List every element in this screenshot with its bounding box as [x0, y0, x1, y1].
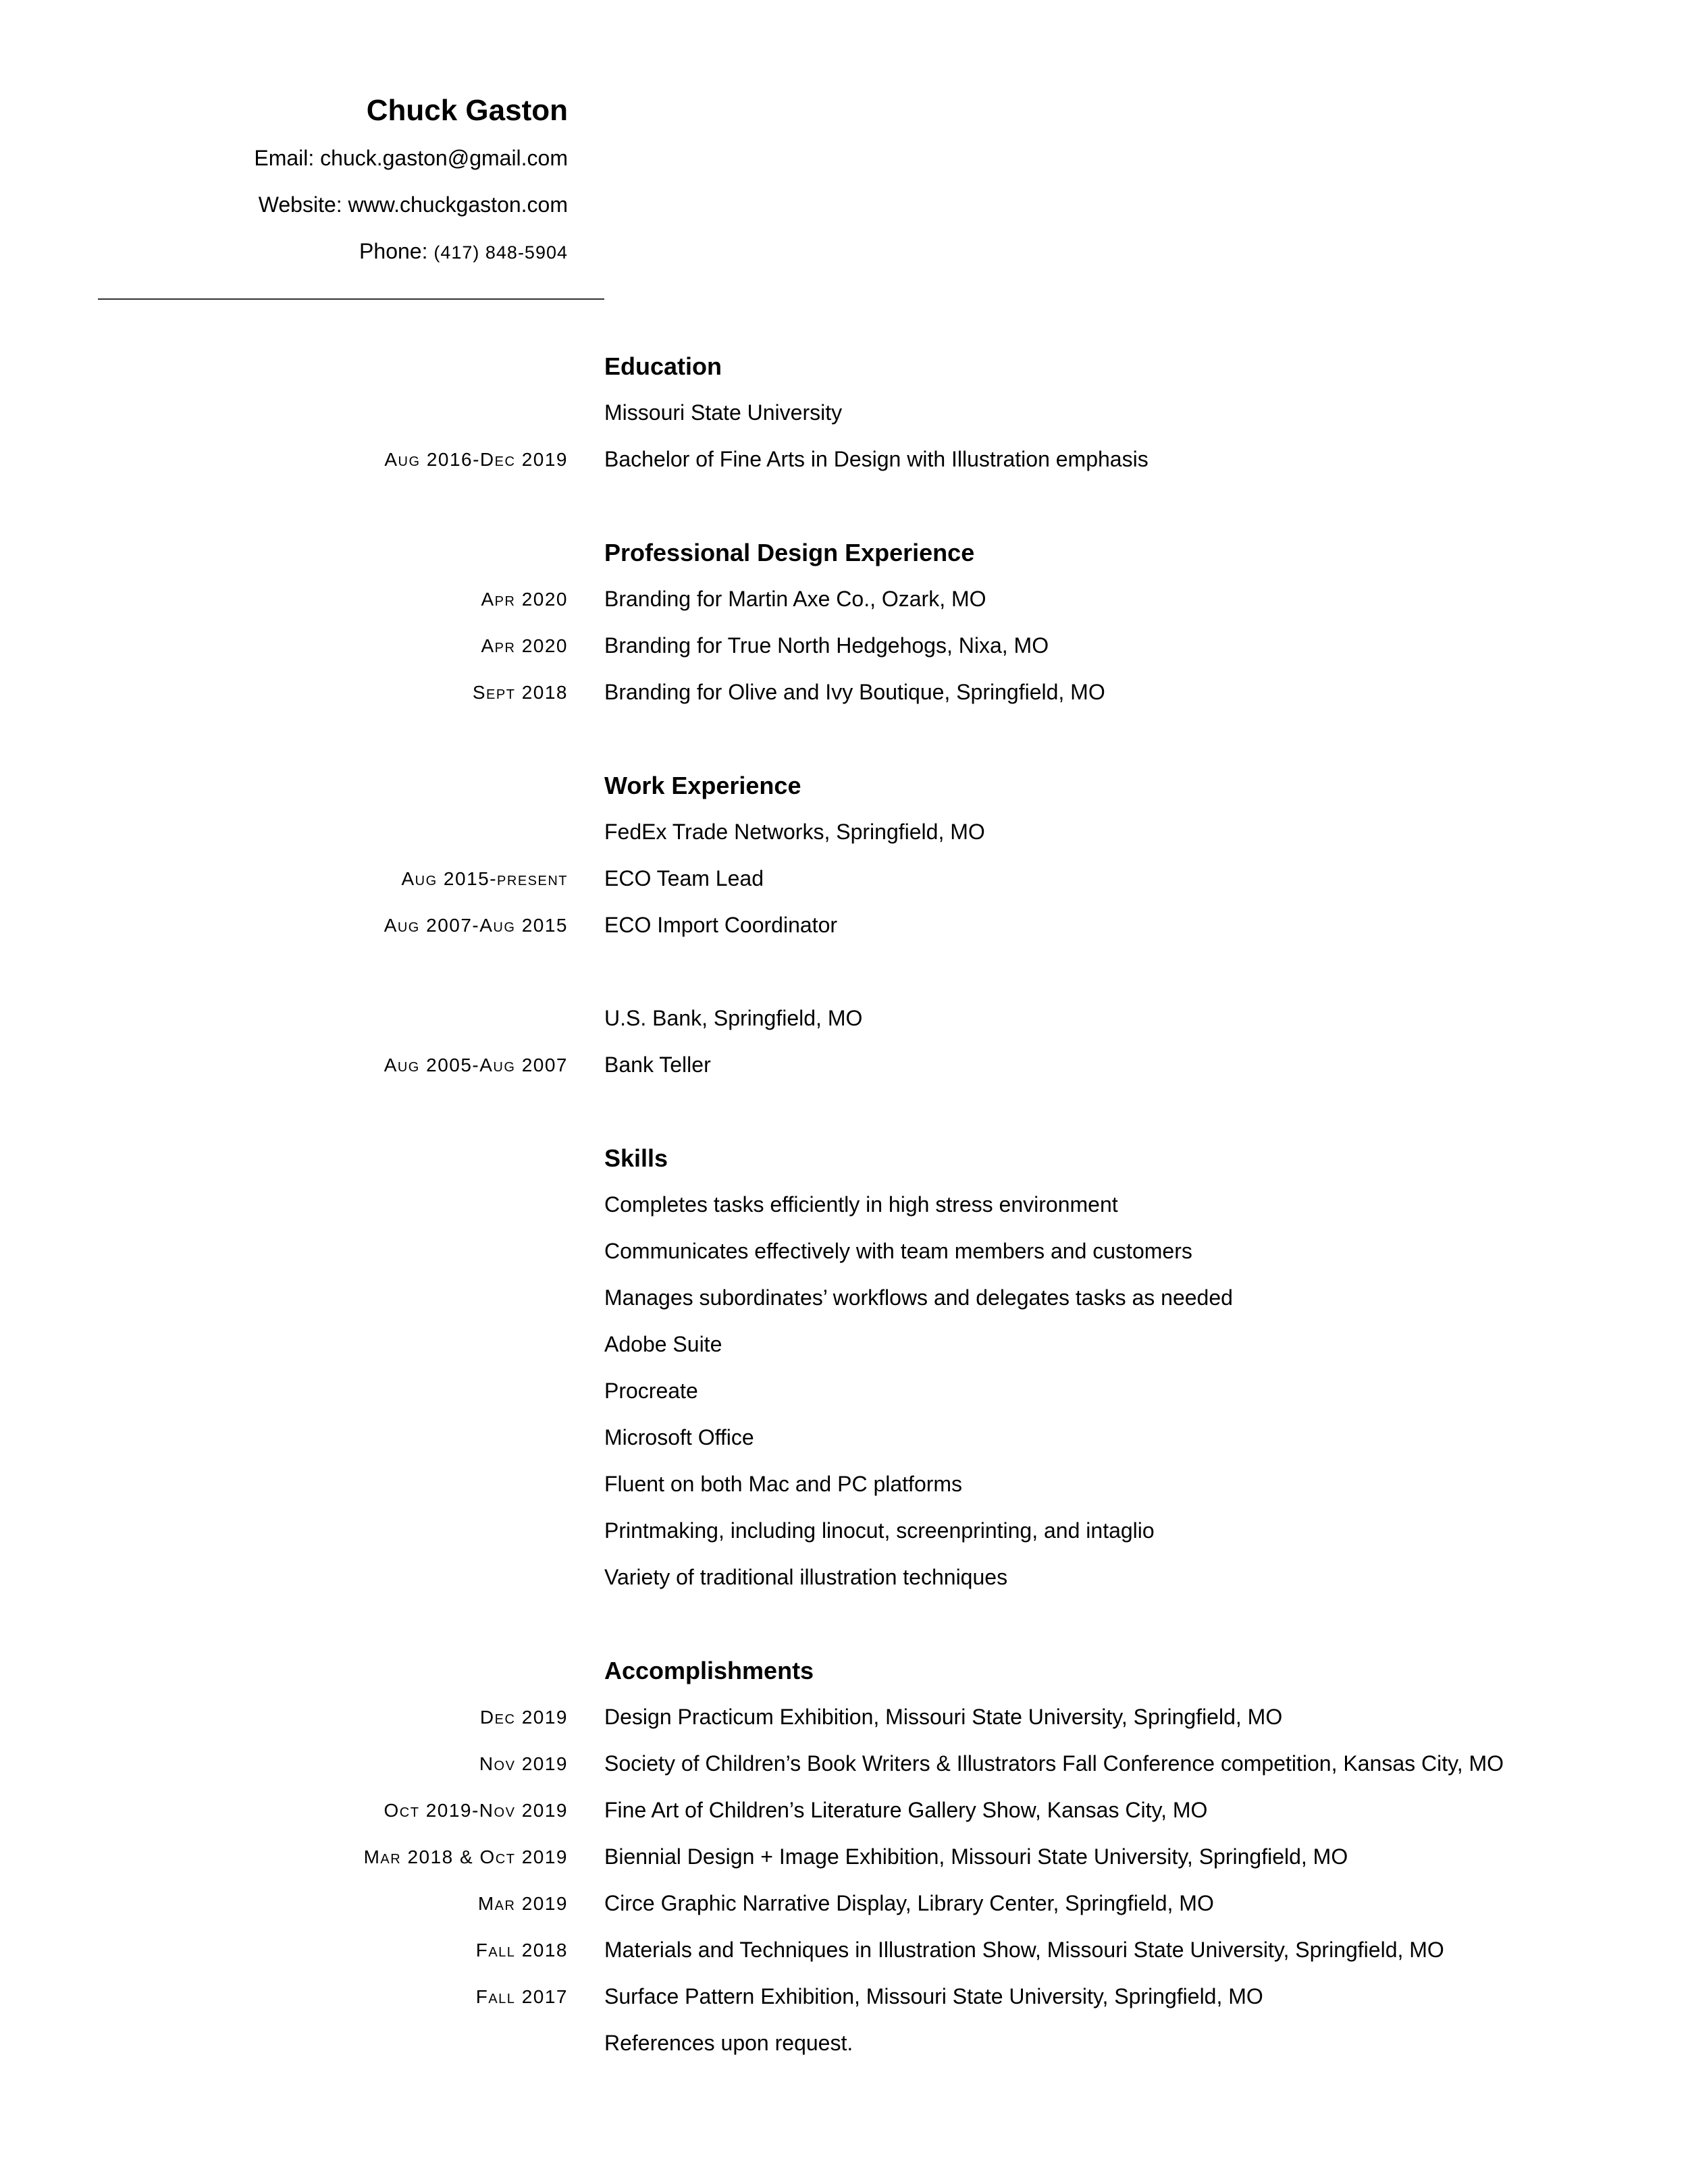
entry-date: Sept 2018 — [472, 682, 568, 703]
accomplishment-row — [0, 1880, 1688, 1927]
skill-item — [0, 1508, 1688, 1554]
entry-date: Dec 2019 — [479, 1707, 568, 1728]
entry-date: Aug 2007-Aug 2015 — [384, 915, 568, 936]
accomplishments-section — [0, 1647, 1688, 2067]
skill-text: Printmaking, including linocut, screenprinting, and intaglio — [604, 1518, 1155, 1543]
phone-value: (417) 848-5904 — [433, 242, 568, 263]
accomplishment-row — [0, 1740, 1688, 1787]
entry-date: Mar 2019 — [477, 1893, 568, 1914]
work-row — [0, 855, 1688, 902]
entry-date: Apr 2020 — [481, 589, 568, 610]
entry-date: Nov 2019 — [479, 1753, 568, 1774]
email-value: chuck.gaston@gmail.com — [320, 146, 568, 170]
resume-content — [0, 343, 1688, 2113]
skill-item — [0, 1368, 1688, 1414]
work-row — [0, 902, 1688, 949]
references-text: References upon request. — [604, 2031, 853, 2055]
entry-date: Aug 2015-present — [401, 868, 568, 889]
skill-text: Completes tasks efficiently in high stress environment — [604, 1192, 1118, 1217]
entry-text: U.S. Bank, Springfield, MO — [604, 1006, 863, 1030]
skill-text: Adobe Suite — [604, 1332, 722, 1356]
entry-date: Aug 2005-Aug 2007 — [384, 1055, 568, 1075]
entry-date: Oct 2019-Nov 2019 — [384, 1800, 568, 1821]
entry-text: Branding for Olive and Ivy Boutique, Springfield, MO — [604, 680, 1105, 704]
skills-heading: Skills — [604, 1144, 668, 1172]
phone-label: Phone: — [359, 239, 434, 263]
skill-text: Manages subordinates’ workflows and delegates tasks as needed — [604, 1285, 1233, 1310]
skill-item — [0, 1275, 1688, 1321]
email-line — [98, 135, 568, 182]
entry-date: Apr 2020 — [481, 635, 568, 656]
skill-item — [0, 1414, 1688, 1461]
entry-text: Missouri State University — [604, 400, 843, 425]
skill-text: Microsoft Office — [604, 1425, 754, 1449]
entry-text: Circe Graphic Narrative Display, Library Center, Springfield, MO — [604, 1891, 1214, 1915]
entry-text: Bank Teller — [604, 1053, 711, 1077]
skill-item — [0, 1461, 1688, 1508]
education-heading: Education — [604, 352, 722, 380]
entry-text: Bachelor of Fine Arts in Design with Illustration emphasis — [604, 447, 1149, 471]
entry-text: FedEx Trade Networks, Springfield, MO — [604, 820, 985, 844]
entry-text: Surface Pattern Exhibition, Missouri State University, Springfield, MO — [604, 1984, 1263, 2008]
education-row — [0, 436, 1688, 483]
entry-text: Biennial Design + Image Exhibition, Missouri State University, Springfield, MO — [604, 1844, 1348, 1869]
professional-row — [0, 576, 1688, 622]
work-experience-bank-section — [0, 995, 1688, 1088]
applicant-name: Chuck Gaston — [366, 94, 568, 127]
work-row — [0, 995, 1688, 1042]
skills-section — [0, 1135, 1688, 1601]
work-row — [0, 809, 1688, 855]
accomplishment-row — [0, 1787, 1688, 1834]
work-experience-heading: Work Experience — [604, 772, 801, 799]
entry-date: Fall 2017 — [475, 1986, 568, 2007]
accomplishment-row — [0, 1694, 1688, 1740]
skill-text: Fluent on both Mac and PC platforms — [604, 1472, 963, 1496]
entry-text: Fine Art of Children’s Literature Gallery Show, Kansas City, MO — [604, 1798, 1208, 1822]
entry-text: Design Practicum Exhibition, Missouri State University, Springfield, MO — [604, 1705, 1283, 1729]
accomplishment-row — [0, 1973, 1688, 2020]
skill-item — [0, 1181, 1688, 1228]
education-row — [0, 390, 1688, 436]
entry-text: ECO Team Lead — [604, 866, 764, 890]
skill-text: Communicates effectively with team members and customers — [604, 1239, 1192, 1263]
entry-date: Fall 2018 — [475, 1940, 568, 1961]
skill-item — [0, 1228, 1688, 1275]
header-divider — [98, 298, 604, 300]
professional-row — [0, 622, 1688, 669]
accomplishments-heading: Accomplishments — [604, 1657, 814, 1684]
entry-date: Aug 2016-Dec 2019 — [384, 449, 568, 470]
skill-text: Variety of traditional illustration techniques — [604, 1565, 1008, 1589]
resume-header — [98, 86, 568, 276]
entry-text: ECO Import Coordinator — [604, 913, 838, 937]
work-row — [0, 1042, 1688, 1088]
references-line — [0, 2020, 1688, 2067]
professional-experience-heading: Professional Design Experience — [604, 539, 975, 566]
entry-text: Society of Children’s Book Writers & Illustrators Fall Conference competition, Kansas City, MO — [604, 1751, 1504, 1776]
entry-text: Materials and Techniques in Illustration Show, Missouri State University, Springfield, MO — [604, 1938, 1444, 1962]
phone-line — [98, 228, 568, 276]
accomplishment-row — [0, 1927, 1688, 1973]
professional-row — [0, 669, 1688, 716]
work-experience-section — [0, 762, 1688, 949]
entry-text: Branding for Martin Axe Co., Ozark, MO — [604, 587, 986, 611]
entry-text: Branding for True North Hedgehogs, Nixa, MO — [604, 633, 1049, 658]
email-label: Email: — [254, 146, 321, 170]
website-label: Website: — [258, 192, 348, 217]
skill-item — [0, 1554, 1688, 1601]
education-section — [0, 343, 1688, 483]
accomplishment-row — [0, 1834, 1688, 1880]
skill-text: Procreate — [604, 1379, 698, 1403]
professional-experience-section — [0, 529, 1688, 716]
website-value: www.chuckgaston.com — [348, 192, 568, 217]
entry-date: Mar 2018 & Oct 2019 — [363, 1846, 568, 1867]
website-line — [98, 182, 568, 228]
skill-item — [0, 1321, 1688, 1368]
